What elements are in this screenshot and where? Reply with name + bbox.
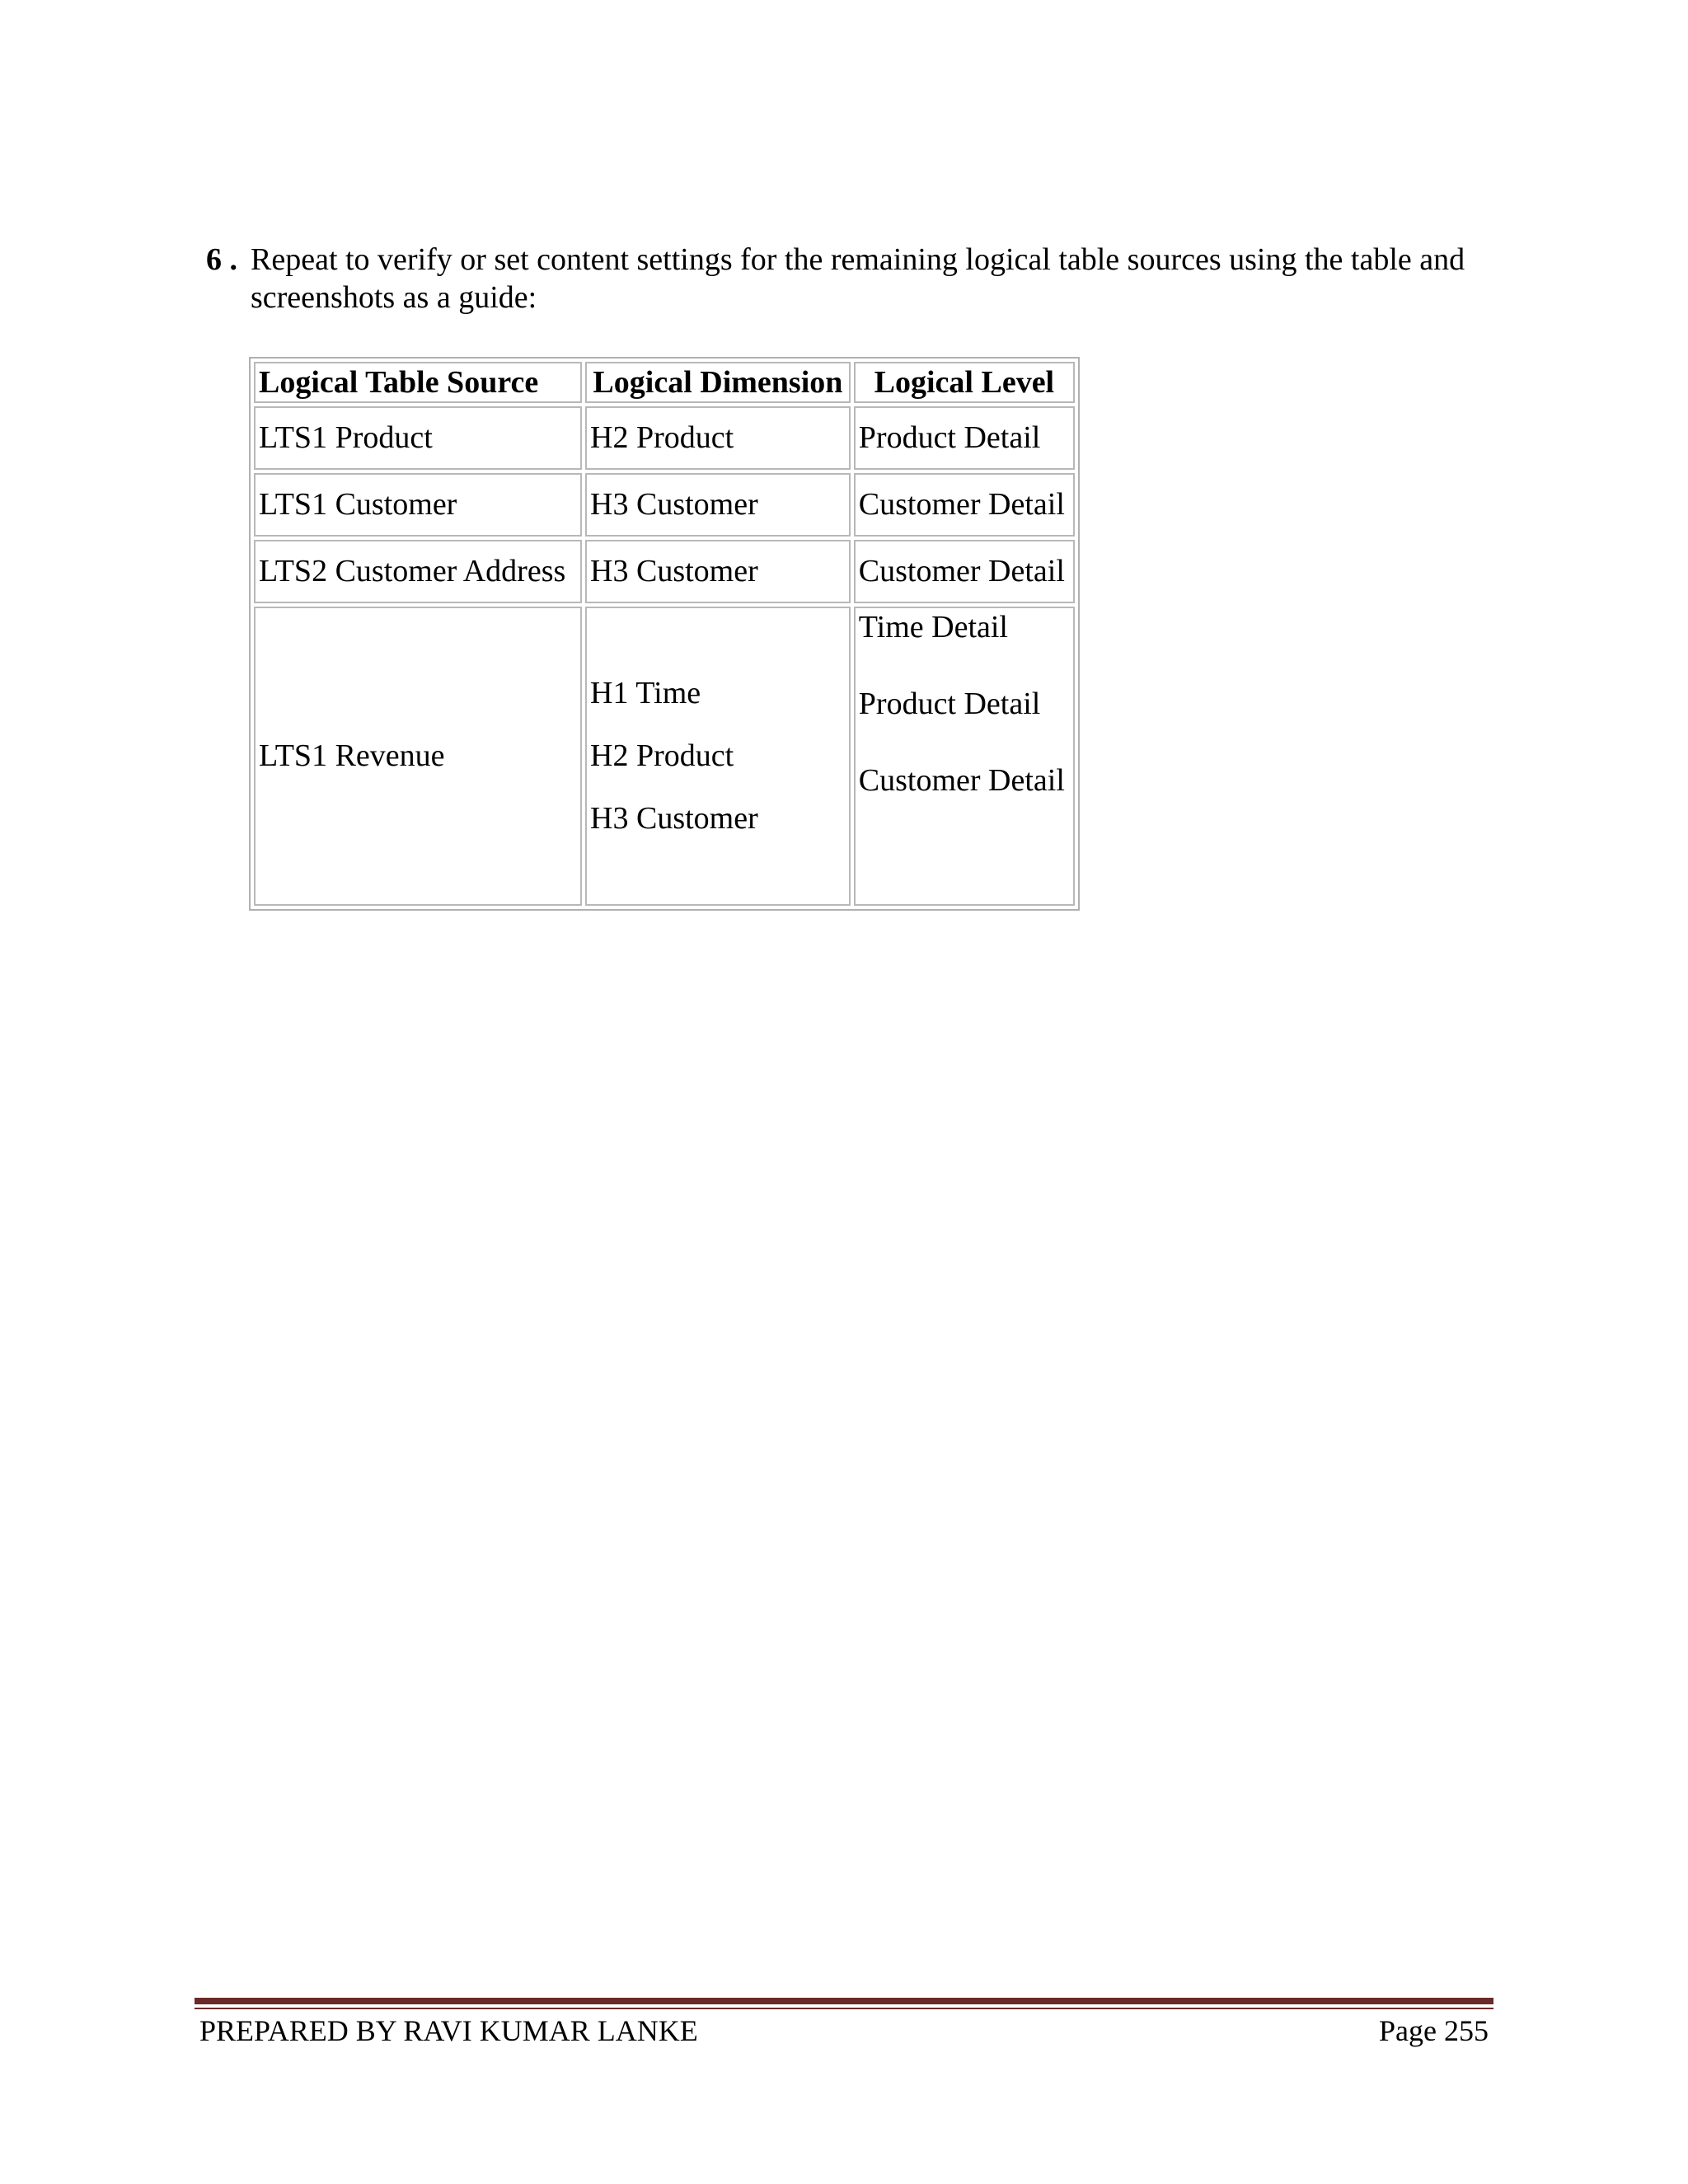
logical-table-sources-table (249, 357, 1080, 911)
cell-level: Product Detail (854, 406, 1075, 470)
cell-source: LTS1 Revenue (254, 607, 582, 906)
cell-level-list (854, 607, 1075, 906)
cell-dimension: H2 Product (585, 406, 851, 470)
footer-rule-thin (195, 2008, 1493, 2009)
cell-dimension-list (585, 607, 851, 906)
table-row (254, 540, 1075, 603)
footer-rule (195, 1998, 1493, 2004)
table-header-row (254, 362, 1075, 403)
table-row (254, 406, 1075, 470)
header-logical-dimension: Logical Dimension (585, 362, 851, 403)
cell-source: LTS1 Product (254, 406, 582, 470)
cell-source: LTS2 Customer Address (254, 540, 582, 603)
footer-prepared-by: PREPARED BY RAVI KUMAR LANKE (199, 2014, 698, 2047)
level-item: Product Detail (858, 686, 1041, 721)
header-logical-table-source: Logical Table Source (254, 362, 582, 403)
dimension-item: H2 Product (590, 738, 734, 774)
table-row (254, 473, 1075, 537)
footer-page-number: Page 255 (1379, 2014, 1489, 2047)
header-logical-level: Logical Level (854, 362, 1075, 403)
dimension-item: H1 Time (590, 676, 701, 711)
table-row (254, 607, 1075, 906)
cell-dimension: H3 Customer (585, 540, 851, 603)
step-text: Repeat to verify or set content settings for the remaining logical table sources using the table and screenshots as a guide: (251, 242, 1465, 315)
cell-dimension: H3 Customer (585, 473, 851, 537)
dimension-item: H3 Customer (590, 801, 758, 837)
step-number: 6 . (206, 242, 237, 277)
level-item: Customer Detail (858, 762, 1065, 798)
cell-level: Customer Detail (854, 473, 1075, 537)
level-item: Time Detail (858, 609, 1008, 644)
cell-source: LTS1 Customer (254, 473, 582, 537)
cell-level: Customer Detail (854, 540, 1075, 603)
